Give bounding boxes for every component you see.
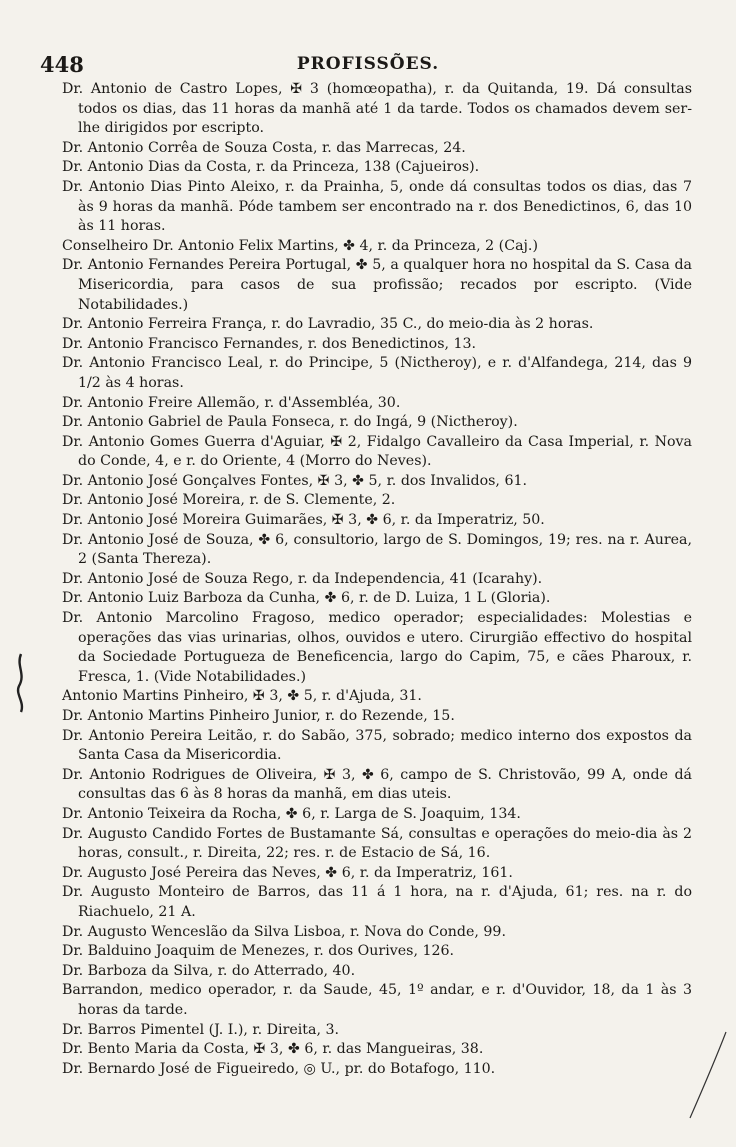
directory-entry: Dr. Antonio José Moreira, r. de S. Clemente, 2. bbox=[62, 492, 396, 509]
directory-entry: Dr. Antonio Martins Pinheiro Junior, r. do Rezende, 15. bbox=[62, 708, 455, 724]
directory-entry: Dr. Bernardo José de Figueiredo, ◎ U., pr. do Botafogo, 110. bbox=[62, 1060, 496, 1077]
directory-entry: Dr. Antonio Marcolino Fragoso, medico operador; especialidades: Molestias e operações das vias urinarias, olhos, ouvidos e utero. Cirurgião effectivo do hospital da Sociedade Portugueza de Beneficencia, largo do Capim, 75, e cães Pharoux, r. Fresca, 1. (Vide Notabilidades.) bbox=[62, 610, 692, 685]
directory-entry: Dr. Antonio Dias Pinto Aleixo, r. da Prainha, 5, onde dá consultas todos os dias, das 7 às 9 horas da manhã. Póde tambem ser encontrado na r. dos Benedictinos, 6, das 10 às 11 horas. bbox=[62, 178, 692, 235]
directory-entry: Antonio Martins Pinheiro, ✠ 3, ✤ 5, r. d'Ajuda, 31. bbox=[62, 688, 422, 705]
directory-entry: Dr. Antonio José Moreira Guimarães, ✠ 3, ✤ 6, r. da Imperatriz, 50. bbox=[62, 512, 545, 529]
directory-entries bbox=[62, 80, 692, 1079]
directory-entry: Dr. Antonio Corrêa de Souza Costa, r. das Marrecas, 24. bbox=[62, 139, 466, 156]
running-title: PROFISSÕES. bbox=[296, 54, 440, 74]
directory-entry: Dr. Barboza da Silva, r. do Atterrado, 40. bbox=[62, 962, 356, 979]
directory-entry: Dr. Antonio Francisco Fernandes, r. dos Benedictinos, 13. bbox=[62, 335, 477, 352]
directory-entry: Dr. Antonio Gabriel de Paula Fonseca, r. do Ingá, 9 (Nictheroy). bbox=[62, 414, 518, 431]
directory-entry: Dr. Augusto Candido Fortes de Bustamante Sá, consultas e operações do meio-dia às 2 horas, consult., r. Direita, 22; res. r. de Estacio de Sá, 16. bbox=[62, 825, 692, 862]
directory-entry: Dr. Antonio Luiz Barboza da Cunha, ✤ 6, r. de D. Luiza, 1 L (Gloria). bbox=[62, 590, 551, 607]
directory-entry: Dr. Antonio Fernandes Pereira Portugal, ✤ 5, a qualquer hora no hospital da S. Casa da Misericordia, para casos de sua profissão; recados por escripto. (Vide Notabilidades.) bbox=[62, 257, 692, 313]
directory-entry: Dr. Antonio José Gonçalves Fontes, ✠ 3, ✤ 5, r. dos Invalidos, 61. bbox=[62, 472, 528, 489]
directory-entry: Dr. Antonio Gomes Guerra d'Aguiar, ✠ 2, Fidalgo Cavalleiro da Casa Imperial, r. Nova do Conde, 4, e r. do Oriente, 4 (Morro do Neves). bbox=[62, 433, 692, 470]
directory-entry: Dr. Antonio Ferreira França, r. do Lavradio, 35 C., do meio-dia às 2 horas. bbox=[62, 316, 594, 333]
directory-entry: Dr. Antonio José de Souza Rego, r. da Independencia, 41 (Icarahy). bbox=[62, 570, 543, 587]
margin-mark-left bbox=[14, 652, 28, 714]
directory-entry: Dr. Augusto Wenceslão da Silva Lisboa, r. Nova do Conde, 99. bbox=[62, 923, 506, 940]
directory-entry: Dr. Barros Pimentel (J. I.), r. Direita, 3. bbox=[62, 1021, 340, 1038]
directory-entry: Dr. Antonio Dias da Costa, r. da Princeza, 138 (Cajueiros). bbox=[62, 159, 480, 176]
directory-entry: Dr. Antonio Francisco Leal, r. do Principe, 5 (Nictheroy), e r. d'Alfandega, 214, das 9 1/2 às 4 horas. bbox=[62, 355, 692, 391]
directory-entry: Dr. Bento Maria da Costa, ✠ 3, ✤ 6, r. das Mangueiras, 38. bbox=[62, 1041, 484, 1058]
margin-pen-stroke bbox=[688, 1030, 728, 1120]
directory-entry: Dr. Antonio José de Souza, ✤ 6, consultorio, largo de S. Domingos, 19; res. na r. Aurea, 2 (Santa Thereza). bbox=[62, 531, 692, 568]
directory-entry: Dr. Balduino Joaquim de Menezes, r. dos Ourives, 126. bbox=[62, 943, 455, 960]
directory-entry: Dr. Antonio Teixeira da Rocha, ✤ 6, r. Larga de S. Joaquim, 134. bbox=[62, 805, 521, 822]
directory-entry: Dr. Augusto Monteiro de Barros, das 11 á 1 hora, na r. d'Ajuda, 61; res. na r. do Riachuelo, 21 A. bbox=[62, 884, 692, 920]
directory-entry: Dr. Antonio Rodrigues de Oliveira, ✠ 3, ✤ 6, campo de S. Christovão, 99 A, onde dá consultas das 6 às 8 horas da manhã, em dias uteis. bbox=[62, 766, 692, 803]
page-number: 448 bbox=[40, 52, 84, 77]
directory-entry: Dr. Antonio de Castro Lopes, ✠ 3 (homœopatha), r. da Quitanda, 19. Dá consultas todos os dias, das 11 horas da manhã até 1 da tarde. Todos os chamados devem ser-lhe dirigidos por escripto. bbox=[62, 81, 692, 137]
directory-entry: Dr. Antonio Pereira Leitão, r. do Sabão, 375, sobrado; medico interno dos expostos da Santa Casa da Misericordia. bbox=[62, 727, 692, 764]
directory-entry: Conselheiro Dr. Antonio Felix Martins, ✤ 4, r. da Princeza, 2 (Caj.) bbox=[62, 237, 538, 254]
page-header bbox=[40, 52, 696, 82]
directory-entry: Barrandon, medico operador, r. da Saude, 45, 1º andar, e r. d'Ouvidor, 18, da 1 às 3 horas da tarde. bbox=[62, 982, 692, 1018]
directory-entry: Dr. Augusto José Pereira das Neves, ✤ 6, r. da Imperatriz, 161. bbox=[62, 864, 513, 881]
directory-entry: Dr. Antonio Freire Allemão, r. d'Assembléa, 30. bbox=[62, 394, 401, 411]
